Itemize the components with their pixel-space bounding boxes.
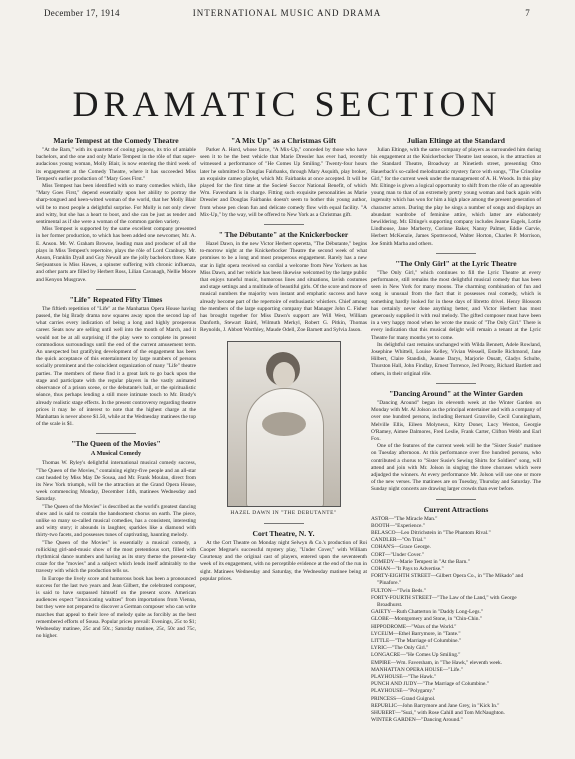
attraction-item: SHUBERT—"Suzi," with Rose Cahill and Tom McNaughton. bbox=[371, 710, 505, 717]
divider bbox=[436, 253, 476, 254]
attraction-item: COMEDY—Marie Tempest in "At the Barn." bbox=[371, 558, 470, 565]
attraction-item: LYRIC—"The Only Girl." bbox=[371, 645, 429, 652]
column-right bbox=[371, 136, 541, 724]
article-paragraph: "Dancing Around" began its eleventh week at the Winter Garden on Monday with Mr. Al Jolson as the principal entertainer and with a company of over one hundred persons, including Bernard Granville, Cecil Cunningham, Melville Ellis, Eileen Molyneux, Kitty Doner, Lucy Weston, Georgie O'Ramey, Aimee Dalmores, Fred Leslie, Frank Carter, Clifton Webb and Earl Fox. bbox=[371, 399, 541, 442]
page-number: 7 bbox=[525, 8, 530, 18]
attraction-item: HIPPODROME—"Wars of the World." bbox=[371, 623, 457, 630]
attraction-item: GLOBE—Montgomery and Stone, in "Chin-Chin." bbox=[371, 616, 483, 623]
publication-name: INTERNATIONAL MUSIC AND DRAMA bbox=[192, 8, 382, 18]
article-paragraph: Miss Tempest is supported by the same excellent company presented in her former production, to which has been added one newcomer, Mr. A. E. Anson. Mr. W. Graham Browne, leading man and producer of all the plays in Miss Tempest's repertoire, plays the rôle of Lord Cranbury. Mr. Anson, Franklin Dyall and Guy Newall are the jolly bachelors three. Kate Serjeantson is Miss Hawes, a spinster suffering with chronic influenza, and other parts are filled by Herbert Ross, Lilian Cavanagh, Nellie Moore and Kenyon Musgrave. bbox=[36, 226, 196, 283]
attraction-item: ASTOR—"The Miracle Man." bbox=[371, 515, 438, 522]
attraction-item: LYCEUM—Ethel Barrymore, in "Tante." bbox=[371, 630, 461, 637]
divider bbox=[264, 523, 304, 524]
running-head bbox=[44, 8, 530, 22]
section-title: DRAMATIC SECTION bbox=[72, 84, 502, 124]
article-title-tempest: Marie Tempest at the Comedy Theatre bbox=[53, 136, 179, 145]
article-paragraph: Julian Eltinge, with the same company of players as surrounded him during his engagement at the Knickerbocker Theatre last season, is the attraction at the Standard Theatre, Broadway at Ninetieth street, presenting Otto Hauerbach's so-called melodramatic mystery farce with songs, "The Crinoline Girl," for the current week under the management of A. H. Woods. In this play Mr. Eltinge is given a logical opportunity to shift from the rôle of an agreeable young man to that of an extremely pretty young woman and back again with ingenuity which has won for him a high place among the present generation of character actors. During the play he sings a number of songs and displays an abundant wardrobe of feminine attire, which latter are elaborately bewildering. Mr. Eltinge's supporting company includes Jeanne Eagels, Lottie Lindhouse, Jane Marberry, Corinne Baker, Nanny Palmer, Eddie Garvie, Herbert McKenzie, James Spottswood, Walter Horton, Charles P. Morrison, Joe Smith Marba and others. bbox=[371, 147, 541, 247]
attraction-item: WINTER GARDEN—"Dancing Around." bbox=[371, 717, 463, 724]
article-paragraph: "The Queen of the Movies" is essentially a musical comedy, a rollicking girl-and-music show of the most pretentious sort, filled with rhythmical dance numbers and having as its story theme the present-day craze for the "movies" and a subject which lends itself admirably to the travesty with which the production tells us. bbox=[36, 539, 196, 575]
attraction-item: FULTON—"Twin Beds." bbox=[371, 587, 426, 594]
photo-bouquet bbox=[262, 412, 306, 436]
photo-face bbox=[273, 362, 295, 388]
article-paragraph: "At the Barn," with its quartette of cooing pigeons, its trio of amiable bachelors, and the one and only Marie Tempest in the rôle of that super-audacious young woman, Molly Blair, is now entering the third week of its engagement at the Comedy Theatre, where it has succeeded Miss Tempest's earlier production of "Mary Goes First." bbox=[36, 147, 196, 182]
attraction-item: EMPIRE—Wm. Faversham, in "The Hawk," eleventh week. bbox=[371, 659, 503, 666]
article-title-life: "Life" Repeated Fifty Times bbox=[69, 294, 163, 304]
attraction-item: CORT—"Under Cover." bbox=[371, 551, 424, 558]
photo-gown bbox=[246, 388, 324, 507]
article-paragraph: Thomas W. Ryley's delightful international musical comedy success, "The Queen of the Movies," containing eighty-five people and an all-star cast headed by Miss May De Sousa, and Mr. Frank Moulan, direct from its New York triumph, will be the attraction at the Grand Opera House, week commencing Monday, December 14th, matinees Wednesday and Saturday. bbox=[36, 460, 196, 503]
article-title-dancing-around: "Dancing Around" at the Winter Garden bbox=[389, 388, 523, 398]
divider bbox=[96, 433, 136, 434]
attraction-item: PLAYHOUSE—"The Hawk." bbox=[371, 674, 437, 680]
article-title-only-girl: "The Only Girl" at the Lyric Theatre bbox=[395, 258, 517, 268]
divider bbox=[436, 499, 476, 500]
attraction-item: BELASCO—Leo Ditrichstein in "The Phantom Rival." bbox=[371, 529, 491, 536]
article-title-debutante: " The Débutante" at the Knickerbocker bbox=[218, 230, 349, 240]
attraction-item: MANHATTAN OPERA HOUSE—"Life." bbox=[371, 666, 463, 673]
article-paragraph: Miss Tempest has been identified with so many comedies which, like "Mary Goes First," depend essentially upon her ability to portray the sharp-tongued and keen-witted woman of the world, that her Molly Blair will be to most people a delightful surprise. For Molly is not only clever and witty, but she has a heart to boot, and she can be just as tender and sentimental as if she were a woman of the common garden variety. bbox=[36, 183, 196, 226]
article-paragraph: Its delightful cast remains unchanged with Wilda Bennett, Adele Rowland, Josephine Whittell, Louise Kelley, Vivian Wessell, Estelle Richmond, Jane Hilbert, Claire Standish, Jeanne Darys, Marjorie Onsatt, Gladys Schulte, Thurston Hall, John Findlay, Ernest Torrence, Jed Prouty, Richard Bartlett and others, in their original rôle. bbox=[371, 341, 541, 377]
attraction-item: PLAYHOUSE—"Polygamy." bbox=[371, 688, 436, 695]
article-paragraph: "The Only Girl," which continues to fill the Lyric Theatre at every performance, still remains the most delightful musical comedy that has been seen in New York for many moons. The charming combination of fun and song is unusual from the fact that it possesses real comedy, which is something hardly looked for in these days of libretto drivel. Henry Blossom has certainly never done anything better, and Victor Herbert has most generously supplied it with real melody. The gifted composer must have been in a very happy mood when he wrote the music of "The Only Girl." There is every indication that this musical delight will remain a tenant at the Lyric Theatre for many months yet to come. bbox=[371, 269, 541, 341]
attraction-item: LONGACRE—"He Comes Up Smiling." bbox=[371, 652, 461, 659]
portrait-photo bbox=[227, 341, 341, 507]
article-paragraph: Parker A. Hord, whose farce, "A Mix-Up," conceded by those who have seen it to be the best vehicle that Marie Dressler has ever had, recently witnessed a performance of "He Comes Up Smiling." Twenty-four hours later he submitted to Douglas Fairbanks, through Mary Asquith, play broker, an exquisite cameo playlet, which Mr. Fairbanks at once accepted. It will be played for the first time at the Societé Succor National Benefit, of which Wm. Faversham is in charge. Fitting such exquisite personalities as Marie Dressler and Douglas Fairbanks doesn't seem to bother this young author, from whose pen clean fun and delicate comedy flow with equal facility. "A Mix-Up," by the way, will be offered to New York as a Christmas gift. bbox=[200, 147, 367, 218]
attraction-item: CANDLER—"On Trial." bbox=[371, 537, 426, 544]
attraction-item: LITTLE—"The Marriage of Columbine." bbox=[371, 637, 462, 644]
article-title-queen-movies: "The Queen of the Movies" bbox=[71, 439, 161, 449]
divider bbox=[436, 383, 476, 384]
article-subtitle: A Musical Comedy bbox=[90, 450, 142, 458]
attraction-item: PRINCESS—Grand Guignol. bbox=[371, 695, 436, 702]
attraction-item: COHAN—"It Pays to Advertise." bbox=[371, 565, 444, 572]
article-paragraph: At the Cort Theatre on Monday night Selwyn & Co.'s production of Roi Cooper Megrue's successful mystery play, "Under Cover," with William Courtenay and the original cast of players, entered upon the seventeenth week of its engagement, with no perceptible evidence at the end of the run in sight. Matinees Wednesday and Saturday, the Wednesday matinee being at popular prices. bbox=[200, 539, 367, 582]
divider bbox=[264, 224, 304, 225]
article-paragraph: "The Queen of the Movies" is described as the world's greatest dancing show and is said to contain the handsomest chorus on earth. The piece, unlike so many so-called musical comedies, has a consistent, interesting and witty story; it abounds in laughter, sparkles like a diamond with thirty-two facets, and possesses tunes of captivating, haunting melody. bbox=[36, 503, 196, 539]
attraction-item: GAIETY—Ruth Chatterton in "Daddy Long-Legs." bbox=[371, 609, 484, 616]
article-title-cort: Cort Theatre, N. Y. bbox=[252, 528, 315, 538]
column-left bbox=[36, 136, 196, 640]
column-middle bbox=[200, 136, 367, 583]
attraction-item: BOOTH—"Experience." bbox=[371, 522, 425, 529]
divider bbox=[96, 289, 136, 290]
article-paragraph: Hazel Dawn, in the new Victor Herbert operetta, "The Débutante," begins to-morrow night at the Knickerbocker Theatre the second week of what promises to be a long and most prosperous engagement. Rarely has a new star in light opera received so cordial a welcome from New Yorkers as has Miss Dawn, and her vehicle has been likewise welcomed by the large public that enjoys tuneful music, humorous lines and situations, lavish costumes and stage settings and a multitude of beautiful girls. Of the score and more of musical numbers the majority won instant and emphatic success and have already become part of the repertoire of enthusiastic whistlers. Chief among the members of the large supporting company that Manager John C. Fisher has brought together for Miss Dawn's support are Will West, William Danforth, Stewart Baird, Wilmuth Merkyl, Robert G. Pitkin, Thomas Reynolds, J. Abbott Worthley, Maude Odell, Zoe Barnett and Sylvia Jason. bbox=[200, 241, 367, 334]
attraction-item: PUNCH AND JUDY—"The Marriage of Columbine." bbox=[371, 681, 489, 688]
article-paragraph: The fiftieth repetition of "Life" at the Manhattan Opera House having passed, the big Brady drama now squares away upon the second lap of what carries every indication of being a long and highly prosperous career. Seats now are selling until well into the month of March, and it would not be at all surprising if the play were to complete its present commodious surroundings until the end of the current amusement term. An unexpected but gratifying development of the engagement has been the quick acceptance of this entertainment by large numbers of persons socially prominent and the coincident organization of many "Life" theatre parties. The members of these find it a great lark to go back upon the stage and participate with the regular players in the vastly animated observance of a prison scene, or the debutante's ball, or the spiritualistic séance, thus perhaps lending a still more intimate touch to Mr. Brady's already realistic stage effects. In the present controversy regarding theatre prices it may be of interest to note that the highest charge at the Manhattan is never above $1.50, while at the Wednesday matinees the top of the scale is $1. bbox=[36, 305, 196, 428]
photo-caption: HAZEL DAWN IN "THE DEBUTANTE" bbox=[230, 509, 337, 516]
attraction-item: COHAN'S—Grace George. bbox=[371, 544, 431, 551]
attraction-item: FORTY-FOURTH STREET—"The Law of the Land," with George Broadhurst. bbox=[371, 594, 517, 608]
attraction-item: REPUBLIC—John Barrymore and Jane Grey, in "Kick In." bbox=[371, 702, 500, 709]
article-title-mix-up: "A Mix Up" as a Christmas Gift bbox=[230, 136, 337, 145]
attractions-list bbox=[371, 516, 541, 725]
issue-date: December 17, 1914 bbox=[44, 8, 120, 18]
attractions-title: Current Attractions bbox=[423, 504, 489, 514]
article-paragraph: One of the features of the current week will be the "Sister Susie" matinee on Tuesday afternoon. At this performance over five hundred persons, who contributed a chorus to "Sister Susie's Sewing Shirts for Soldiers" song, will attend and join with Mr. Jolson in singing the three choruses which were adjudged the winners. At every performance Mr. Jolson will use one or more of the new verses. The matinees are on Tuesday, Thursday and Saturday. The Sunday night concerts are drawing larger crowds than ever before. bbox=[371, 443, 541, 493]
article-title-eltinge: Julian Eltinge at the Standard bbox=[407, 136, 505, 145]
article-paragraph: In Europe the lively score and humorous book has been a pronounced success for the last two years and Jean Gilbert, the celebrated composer, is said to have surpassed himself on the present score. American audiences expect "intoxicating waltzes" from importations from Vienna, but they were not prepared to discover a German composer who can write marches that appeal to their love of melody quite as forcibly as the best remembered efforts of Sousa. Popular prices prevail: Evenings, 25c to $1; Wednesday matinee, 25c and 50c.; Saturday matinee, 25c, 50c and 75c, no higher. bbox=[36, 575, 196, 640]
attraction-item: FORTY-EIGHTH STREET—Gilbert Opera Co., in "The Mikado" and "Pinafore." bbox=[371, 573, 524, 587]
